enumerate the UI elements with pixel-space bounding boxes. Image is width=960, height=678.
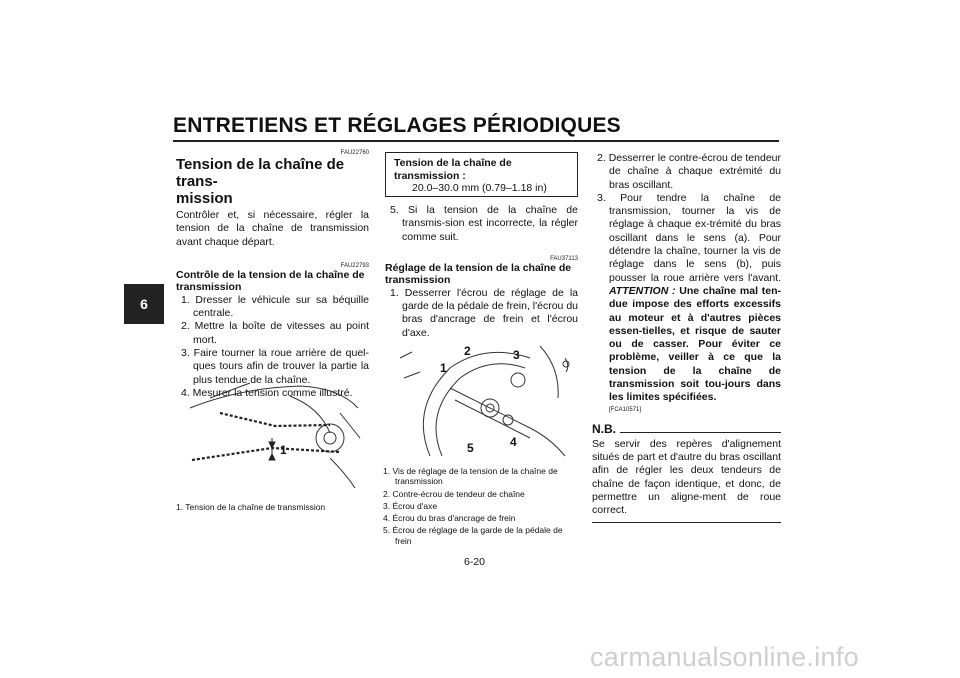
page-title: ENTRETIENS ET RÉGLAGES PÉRIODIQUES <box>173 114 621 137</box>
sub-heading-line: transmission <box>385 273 451 286</box>
figure-callout-label: 1 <box>440 361 447 375</box>
figure-caption: 4. Écrou du bras d'ancrage de frein <box>383 513 516 524</box>
specification-box <box>385 152 578 197</box>
list-item: 1. Dresser le véhicule sur sa béquille centrale. <box>181 293 369 320</box>
chain-adjustment-figure <box>390 338 580 460</box>
reference-code: FAU22793 <box>340 262 369 269</box>
figure-caption: 3. Écrou d'axe <box>383 500 438 511</box>
figure-callout-label: 5 <box>467 441 474 455</box>
attention-text: Une chaîne mal ten-due impose des efforts excessifs au moteur et à d'autres pièces essen-tielles, et risque de sauter ou de casser. Pour éviter ce problème, veiller à ce que la tension de la chaîne de transmission soit tou-jours dans les limites spécifiées. <box>609 284 781 404</box>
section-heading-line: Tension de la chaîne de trans- <box>176 156 345 190</box>
figure-caption: 5. Écrou de réglage de la garde de la pédale de frein <box>383 525 563 546</box>
sub-heading <box>176 269 369 293</box>
figure-captions <box>383 466 578 546</box>
list-item: 4. Mesurer la tension comme illustré. <box>181 386 353 399</box>
column-2 <box>385 204 578 340</box>
sub-heading-line: transmission <box>176 280 242 293</box>
reference-code: FAU22760 <box>340 150 369 156</box>
list-item: 3. Faire tourner la roue arrière de quel-ques tours afin de trouver la partie la plus tendue de la chaîne. <box>181 347 369 386</box>
figure-caption: 1. Vis de réglage de la tension de la chaîne de transmission <box>383 466 558 487</box>
note-text: Se servir des repères d'alignement situés de part et d'autre du bras oscillant afin de régler les deux tendeurs de chaîne de façon identique, et donc, de permettre un aligne-ment de roue correct. <box>592 437 781 517</box>
column-3 <box>592 152 781 523</box>
spec-value: 20.0–30.0 mm (0.79–1.18 in) <box>412 182 547 194</box>
watermark: carmanualsonline.info <box>590 642 859 672</box>
chain-tension-figure <box>180 378 365 493</box>
note-bottom-rule <box>592 522 781 523</box>
figure-callout-label: 4 <box>510 435 517 449</box>
list-item: 2. Desserrer le contre-écrou de tendeur de chaîne à chaque extrémité du bras oscillant. <box>597 152 781 191</box>
spec-title-line: Tension de la chaîne de <box>394 157 512 169</box>
intro-paragraph: Contrôler et, si nécessaire, régler la tension de la chaîne de transmission avant chaque départ. <box>176 209 369 248</box>
page-number: 6-20 <box>464 556 486 568</box>
list-item: 5. Si la tension de la chaîne de transmis-sion est incorrecte, la régler comme suit. <box>390 204 578 243</box>
list-item-text: 3. Pour tendre la chaîne de transmission, tourner la vis de réglage à chaque ex-trémité du bras oscillant dans le sens (a). Pour détendre la chaîne, tourner la vis de réglage dans le sens (b), puis pousser la roue arrière vers l'avant. <box>597 191 781 284</box>
section-heading <box>176 156 369 207</box>
figure-caption: 1. Tension de la chaîne de transmission <box>176 502 326 512</box>
reference-code: [FCA10571] <box>609 406 642 413</box>
header-rule <box>173 140 779 142</box>
section-heading-line: mission <box>176 190 233 207</box>
list-item <box>592 192 781 405</box>
attention-label: ATTENTION : <box>609 284 676 297</box>
list-item: 2. Mettre la boîte de vitesses au point mort. <box>181 320 369 346</box>
column-1 <box>176 150 369 400</box>
figure-callout-label: 1 <box>280 443 287 457</box>
sub-heading <box>385 262 578 286</box>
figure-callout-label: 3 <box>513 348 520 362</box>
note-block <box>592 422 781 524</box>
note-label: N.B. <box>592 421 616 436</box>
note-header <box>592 422 781 436</box>
sub-heading-line: Contrôle de la tension de la chaîne de <box>176 268 365 281</box>
note-rule <box>620 432 781 433</box>
figure-caption: 2. Contre-écrou de tendeur de chaîne <box>383 488 525 499</box>
sub-heading-line: Réglage de la tension de la chaîne de <box>385 261 572 274</box>
chapter-tab: 6 <box>124 284 164 324</box>
figure-callout-label: 2 <box>464 344 471 358</box>
list-item: 1. Desserrer l'écrou de réglage de la garde de la pédale de frein, l'écrou du bras d'ancrage de frein et l'écrou d'axe. <box>390 286 578 339</box>
spec-title-line: transmission : <box>394 169 466 182</box>
reference-code: FAU37113 <box>550 255 578 262</box>
